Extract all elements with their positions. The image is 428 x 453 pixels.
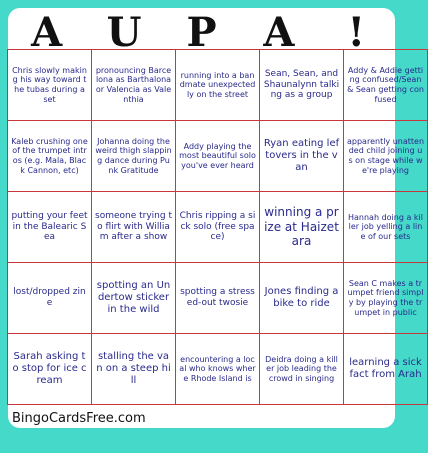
bingo-cell[interactable]: Deidra doing a killer job leading the crowd in singing — [260, 334, 344, 405]
bingo-cell[interactable]: stalling the van on a steep hill — [92, 334, 176, 405]
grid-row — [8, 263, 428, 334]
bingo-cell[interactable]: Addy playing the most beautiful solo you've ever heard — [176, 121, 260, 192]
bingo-cell[interactable]: Ryan eating leftovers in the van — [260, 121, 344, 192]
bingo-cell[interactable]: Johanna doing the weird thigh slapping dance during Punk Gratitude — [92, 121, 176, 192]
header-letter-3: P — [186, 8, 217, 56]
bingo-cell[interactable]: someone trying to flirt with William after a show — [92, 192, 176, 263]
grid-row — [8, 192, 428, 263]
header-letter-4: A — [263, 8, 295, 56]
bingo-cell[interactable]: running into a bandmate unexpectedly on the street — [176, 50, 260, 121]
bingo-cell[interactable]: Addy & Addie getting confused/Sean & Sean getting confused — [344, 50, 428, 121]
bingo-cell[interactable]: learning a sick fact from Arah — [344, 334, 428, 405]
bingo-cell[interactable]: putting your feet in the Balearic Sea — [8, 192, 92, 263]
bingo-cell[interactable]: pronouncing Barcelona as Barthalona or Valencia as Valenthia — [92, 50, 176, 121]
bingo-cell[interactable]: Chris ripping a sick solo (free space) — [176, 192, 260, 263]
header-letter-2: U — [106, 8, 142, 56]
bingo-cell[interactable]: encountering a local who knows where Rhode Island is — [176, 334, 260, 405]
header-letter-5: ! — [347, 8, 366, 56]
bingo-cell[interactable]: apparently unattended child joining us on stage while we're playing — [344, 121, 428, 192]
bingo-cell[interactable]: Chris slowly making his way toward the tubas during a set — [8, 50, 92, 121]
bingo-cell[interactable]: Sean, Sean, and Shaunalynn talking as a group — [260, 50, 344, 121]
grid-row — [8, 121, 428, 192]
bingo-cell[interactable]: spotting a stressed-out twosie — [176, 263, 260, 334]
bingo-cell[interactable]: Sarah asking to stop for ice cream — [8, 334, 92, 405]
header-letter-1: A — [31, 8, 63, 56]
bingo-cell[interactable]: Jones finding a bike to ride — [260, 263, 344, 334]
bingo-cell[interactable]: winning a prize at Haizetara — [260, 192, 344, 263]
bingo-cell[interactable]: lost/dropped zine — [8, 263, 92, 334]
bingo-cell[interactable]: Sean C makes a trumpet friend simply by playing the trumpet in public — [344, 263, 428, 334]
bingo-cell[interactable]: Hannah doing a killer job yelling a line of our sets — [344, 192, 428, 263]
grid-row — [8, 50, 428, 121]
bingo-grid — [7, 49, 428, 405]
footer-brand: BingoCardsFree.com — [12, 411, 146, 426]
bingo-cell[interactable]: spotting an Undertow sticker in the wild — [92, 263, 176, 334]
bingo-cell[interactable]: Kaleb crushing one of the trumpet intros (e.g. Mala, Black Cannon, etc) — [8, 121, 92, 192]
grid-row — [8, 334, 428, 405]
